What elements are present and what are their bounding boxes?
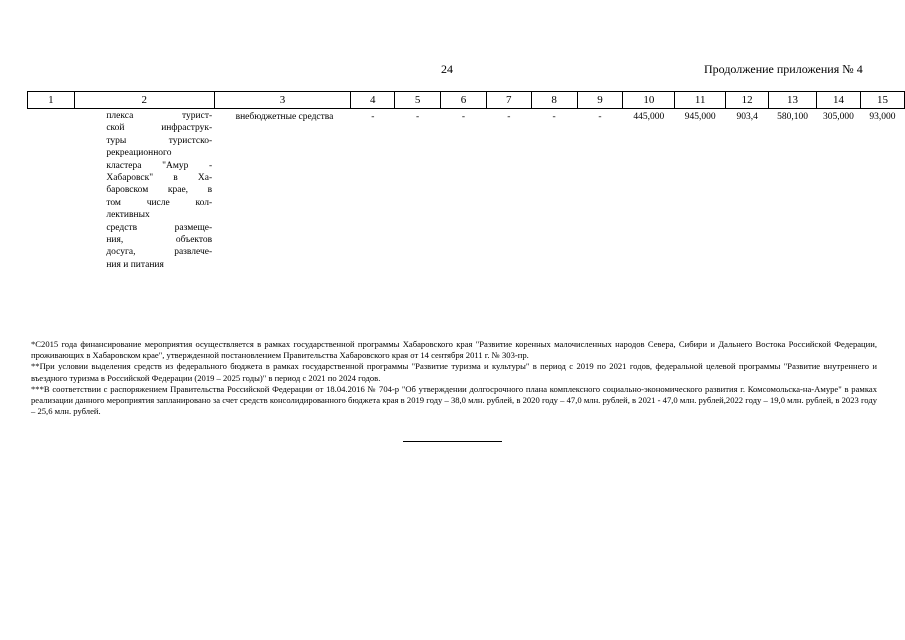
column-number-header: 8	[531, 92, 577, 109]
column-number-header: 9	[577, 92, 623, 109]
column-number-header: 10	[623, 92, 675, 109]
column-number-header: 3	[214, 92, 351, 109]
footnotes	[31, 339, 877, 417]
column-number-header: 6	[441, 92, 487, 109]
measure-description	[74, 109, 214, 272]
value-cell: -	[416, 112, 420, 122]
description-line: кластера "Амур -	[106, 160, 213, 171]
value-cell: 305,000	[823, 112, 854, 122]
column-number-header: 14	[817, 92, 861, 109]
column-number-header: 11	[675, 92, 726, 109]
description-line: лективных	[106, 210, 150, 221]
description-line: досуга, развлече-	[106, 247, 213, 258]
column-number-header: 4	[351, 92, 395, 109]
column-number-header: 13	[769, 92, 817, 109]
value-cell: 580,100	[777, 112, 808, 122]
column-number-header: 15	[860, 92, 904, 109]
table-row	[28, 109, 905, 272]
column-number-header: 1	[28, 92, 75, 109]
appendix-continuation-title: Продолжение приложения № 4	[704, 62, 863, 76]
empty-cell	[28, 109, 75, 272]
page-number: 24	[441, 62, 453, 76]
description-line: рекреационного	[106, 148, 172, 159]
description-line: средств размеще-	[106, 222, 213, 233]
value-cell: 445,000	[633, 112, 665, 122]
description-line: Хабаровск" в Ха-	[106, 173, 213, 184]
column-number-header: 5	[395, 92, 441, 109]
value-cell: -	[598, 112, 602, 122]
funding-source: внебюджетные средства	[235, 112, 334, 122]
value-cell: 93,000	[869, 112, 896, 122]
column-number-header: 7	[486, 92, 531, 109]
value-cell: -	[371, 112, 375, 122]
value-cell: -	[552, 112, 556, 122]
description-line: ской инфраструк-	[106, 123, 213, 134]
column-number-row	[28, 92, 905, 109]
value-cell: 903,4	[736, 112, 758, 122]
value-cell: 945,000	[684, 112, 716, 122]
value-cell: -	[461, 112, 466, 122]
footnote: *С2015 года финансирование мероприятия осуществляется в рамках государственной программы Хабаровского края "Развитие коренных малочисленных народов Севера, Сибири и Дальнего Востока Российской Федерации, проживающих в Хабаровском крае", утвержденной постановлением Правительства Хабаровского края от 14 сентября 2011 г. № 303-пр.	[31, 339, 877, 361]
description-line: ния, объектов	[106, 235, 213, 246]
end-divider	[403, 441, 502, 442]
column-number-header: 2	[74, 92, 214, 109]
description-line: плекса турист-	[106, 111, 213, 121]
footnote: **При условии выделения средств из федерального бюджета в рамках государственной программы "Развитие туризма и культуры" в период с 2019 по 2021 годов, федеральной целевой программы "Развитие внутреннего и въездного туризма в Российской Федерации (2019 – 2025 годы)" в период с 2021 по 2024 годов.	[31, 361, 877, 383]
description-line: баровском крае, в	[106, 185, 213, 196]
description-line: том числе кол-	[106, 197, 213, 208]
column-number-header: 12	[726, 92, 769, 109]
value-cell: -	[507, 112, 511, 122]
footnote: ***В соответствии с распоряжением Правительства Российской Федерации от 18.04.2016 № 704-р "Об утверждении долгосрочного плана комплексного социально-экономического развития г. Комсомольска-на-Амуре" в рамках реализации данного мероприятия запланировано за счет средств консолидированного бюджета края в 2019 году – 38,0 млн. рублей, в 2020 году – 47,0 млн. рублей, в 2021 - 47,0 млн. рублей,2022 году – 19,0 млн. рублей, в 2023 году – 25,6 млн. рублей.	[31, 383, 877, 417]
appendix-table	[27, 91, 905, 271]
description-line: туры туристско-	[106, 135, 213, 146]
description-line: ния и питания	[106, 259, 164, 270]
